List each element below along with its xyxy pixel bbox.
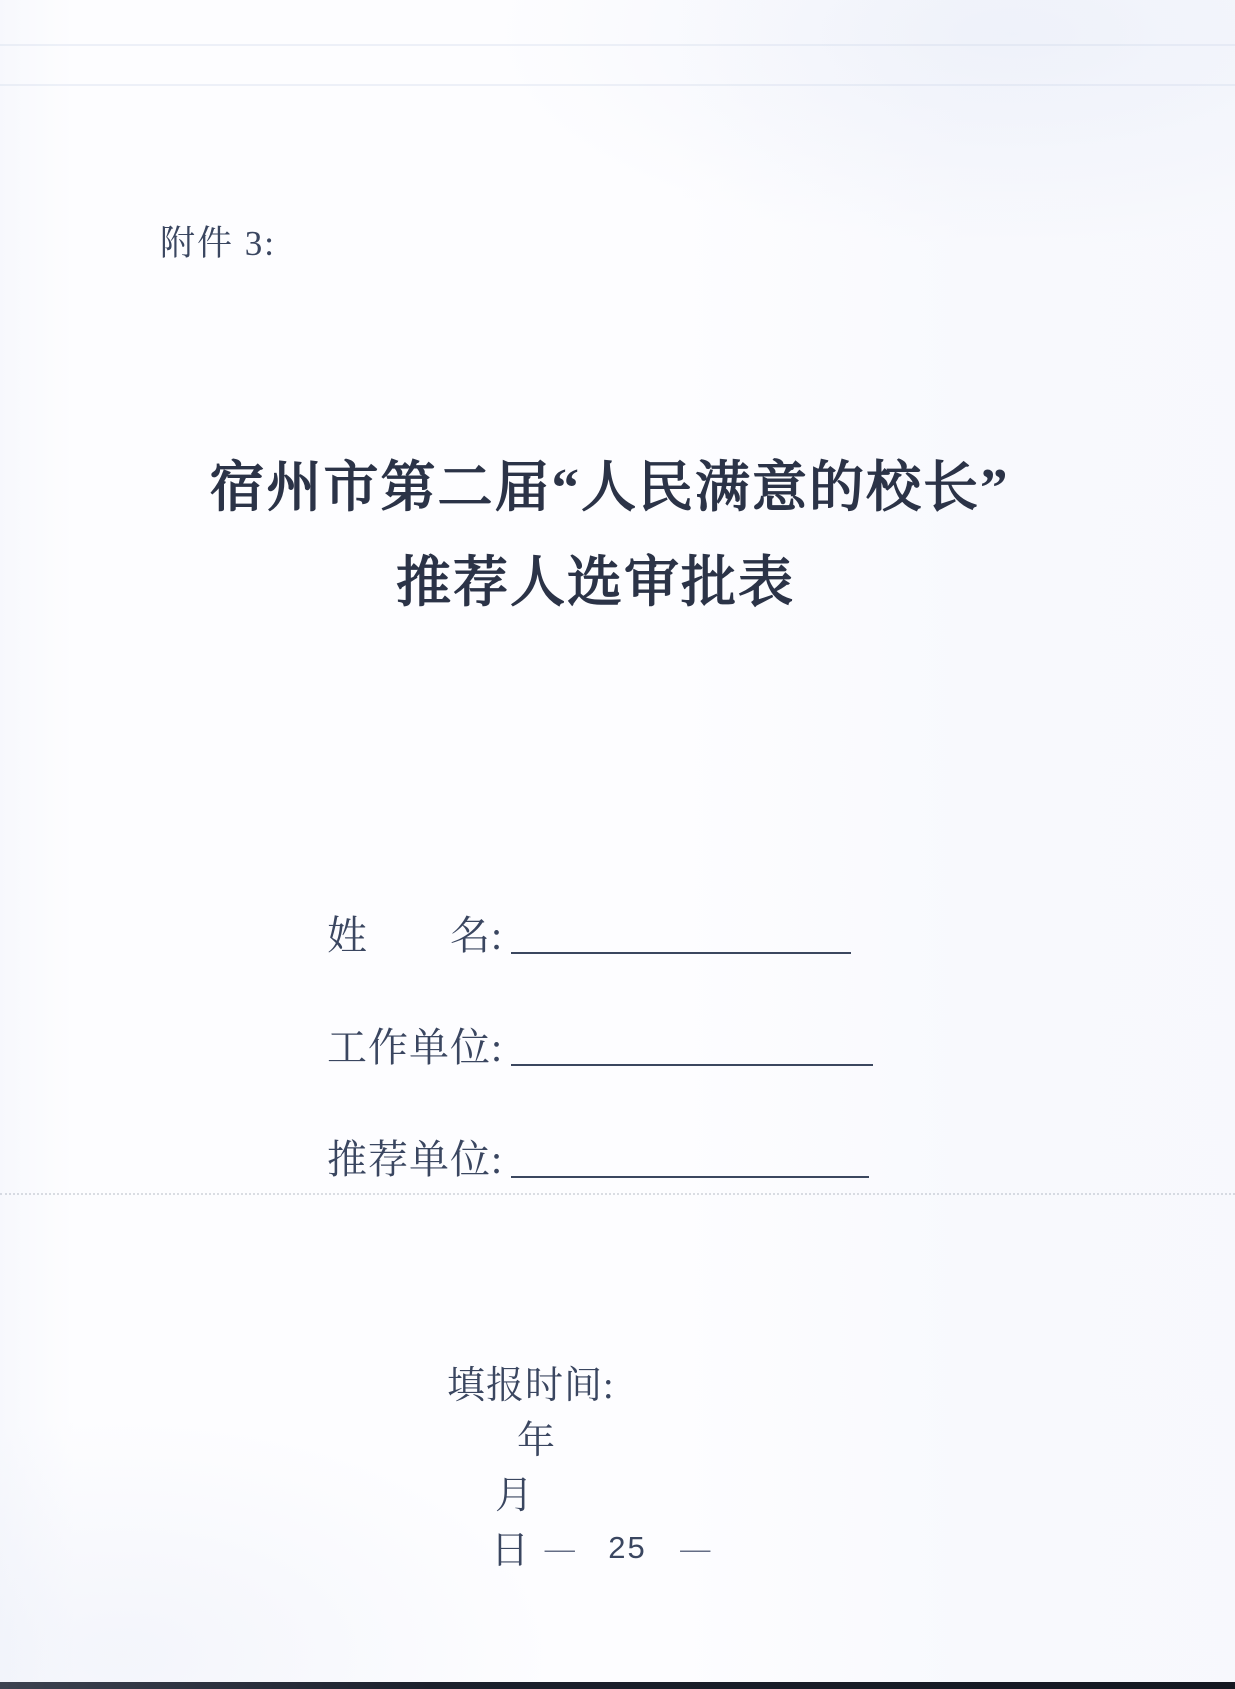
recommending-unit-blank-line	[511, 1176, 869, 1178]
scan-streak	[0, 44, 1235, 46]
scan-streak	[0, 84, 1235, 86]
footer-left-dash: —	[544, 1532, 575, 1565]
work-unit-field-row	[327, 1022, 873, 1070]
page-footer	[10, 1530, 1235, 1566]
page-number: 25	[608, 1530, 647, 1565]
fill-date-row	[405, 1310, 615, 1618]
document-title-line1: 宿州市第二届“人民满意的校长”	[209, 457, 1010, 518]
attachment-label: 附件 3:	[160, 224, 276, 263]
fill-date-label: 填报时间:	[447, 1365, 615, 1407]
name-field-row	[327, 910, 851, 958]
work-unit-blank-line	[511, 1064, 873, 1066]
name-blank-line	[511, 952, 851, 954]
scan-fold-artifact-line	[0, 1193, 1235, 1195]
recommending-unit-field-row	[327, 1134, 869, 1182]
month-label: 月	[495, 1475, 535, 1517]
year-label: 年	[517, 1420, 557, 1462]
recommending-unit-field-label: 推荐单位:	[327, 1137, 504, 1182]
scan-bottom-edge	[0, 1682, 1235, 1689]
day-label: 日	[491, 1530, 531, 1572]
footer-right-dash: —	[680, 1532, 711, 1565]
work-unit-field-label: 工作单位:	[327, 1025, 504, 1070]
name-field-label: 姓 名:	[327, 913, 504, 958]
document-title-line2: 推荐人选审批表	[395, 552, 795, 613]
